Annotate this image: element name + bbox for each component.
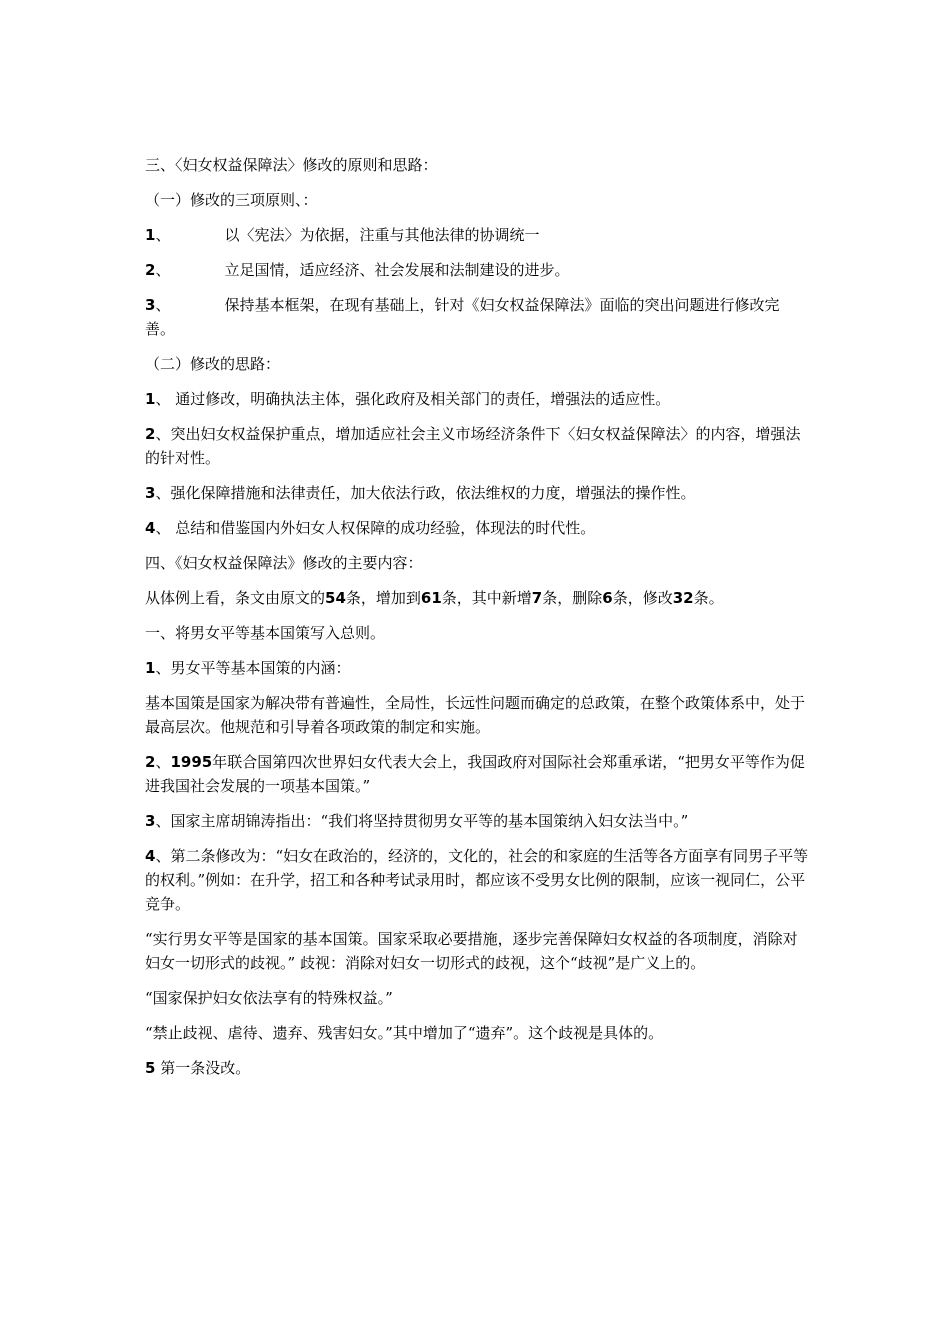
quote-paragraph-3: “禁止歧视、虐待、遗弃、残害妇女。”其中增加了“遗弃”。这个歧视是具体的。 bbox=[145, 1024, 664, 1042]
approach-item-1: 1、 通过修改，明确执法主体，强化政府及相关部门的责任，增强法的适应性。 bbox=[145, 390, 671, 408]
year-1995: 1995 bbox=[170, 753, 213, 771]
approach-text-1: 通过修改，明确执法主体，强化政府及相关部门的责任，增强法的适应性。 bbox=[170, 390, 671, 408]
item-1-heading: 1、男女平等基本国策的内涵： bbox=[145, 659, 351, 677]
approach-item-2: 2、突出妇女权益保护重点，增加适应社会主义市场经济条件下〈妇女权益保障法〉的内容，增强法的针对性。 bbox=[145, 425, 801, 467]
approach-item-3: 3、强化保障措施和法律责任，加大依法行政，依法维权的力度，增强法的操作性。 bbox=[145, 484, 696, 502]
principle-number-3: 3 bbox=[145, 296, 156, 314]
principle-item-3: 3、 保持基本框架，在现有基础上，针对《妇女权益保障法》面临的突出问题进行修改完善。 bbox=[145, 296, 780, 338]
quote-paragraph-2: “国家保护妇女依法享有的特殊权益。” bbox=[145, 989, 393, 1007]
item-1-body: 基本国策是国家为解决带有普遍性，全局性，长远性问题而确定的总政策，在整个政策体系中，处于最高层次。他规范和引导着各项政策的制定和实施。 bbox=[145, 694, 806, 736]
approach-number-2: 2 bbox=[145, 425, 156, 443]
stat-original-count: 54 bbox=[325, 589, 346, 607]
approach-text-2: 突出妇女权益保护重点，增加适应社会主义市场经济条件下〈妇女权益保障法〉的内容，增强法的针对性。 bbox=[145, 425, 801, 467]
approach-number-4: 4 bbox=[145, 519, 156, 537]
item-3-paragraph: 3、国家主席胡锦涛指出：“我们将坚持贯彻男女平等的基本国策纳入妇女法当中。” bbox=[145, 812, 689, 830]
part-one-title: 一、将男女平等基本国策写入总则。 bbox=[145, 624, 386, 642]
stat-added: 7 bbox=[531, 589, 543, 607]
principle-text-3: 保持基本框架，在现有基础上，针对《妇女权益保障法》面临的突出问题进行修改完善。 bbox=[145, 296, 780, 338]
section-three-title: 三、〈妇女权益保障法〉修改的原则和思路： bbox=[145, 156, 438, 174]
approach-text-3: 强化保障措施和法律责任，加大依法行政，依法维权的力度，增强法的操作性。 bbox=[170, 484, 696, 502]
approach-number-3: 3 bbox=[145, 484, 156, 502]
principle-text-2: 立足国情，适应经济、社会发展和法制建设的进步。 bbox=[224, 261, 570, 279]
stat-deleted: 6 bbox=[602, 589, 613, 607]
stats-paragraph: 从体例上看，条文由原文的54条，增加到61条，其中新增7条，删除6条，修改32条。 bbox=[145, 589, 724, 607]
section-four-title: 四、《妇女权益保障法》修改的主要内容： bbox=[145, 554, 423, 572]
approach-heading: （二）修改的思路： bbox=[145, 355, 281, 373]
approach-text-4: 总结和借鉴国内外妇女人权保障的成功经验，体现法的时代性。 bbox=[170, 519, 596, 537]
principle-item-1: 1、 以〈宪法〉为依据，注重与其他法律的协调统一 bbox=[145, 226, 540, 244]
stat-modified: 32 bbox=[672, 589, 694, 607]
stat-new-total: 61 bbox=[420, 589, 442, 607]
quote-paragraph-1: “实行男女平等是国家的基本国策。国家采取必要措施，逐步完善保障妇女权益的各项制度，消除对妇女一切形式的歧视。” 歧视：消除对妇女一切形式的歧视，这个“歧视”是广义上的。 bbox=[145, 930, 798, 972]
item-2-paragraph: 2、1995年联合国第四次世界妇女代表大会上，我国政府对国际社会郑重承诺，“把男女平等作为促进我国社会发展的一项基本国策。” bbox=[145, 753, 805, 795]
item-5-paragraph: 5 第一条没改。 bbox=[145, 1059, 251, 1077]
item-4-paragraph: 4、第二条修改为：“妇女在政治的，经济的，文化的，社会的和家庭的生活等各方面享有同男子平等的权利。”例如：在升学，招工和各种考试录用时，都应该不受男女比例的限制，应该一视同仁，公平竞争。 bbox=[145, 847, 809, 913]
principle-number-1: 1 bbox=[145, 226, 156, 244]
document-page bbox=[145, 153, 809, 1091]
principle-number-2: 2 bbox=[145, 261, 156, 279]
principle-text-1: 以〈宪法〉为依据，注重与其他法律的协调统一 bbox=[224, 226, 540, 244]
principles-heading: （一）修改的三项原则、： bbox=[145, 191, 318, 209]
principle-item-2: 2、 立足国情，适应经济、社会发展和法制建设的进步。 bbox=[145, 261, 570, 279]
approach-item-4: 4、 总结和借鉴国内外妇女人权保障的成功经验，体现法的时代性。 bbox=[145, 519, 596, 537]
approach-number-1: 1 bbox=[145, 390, 156, 408]
